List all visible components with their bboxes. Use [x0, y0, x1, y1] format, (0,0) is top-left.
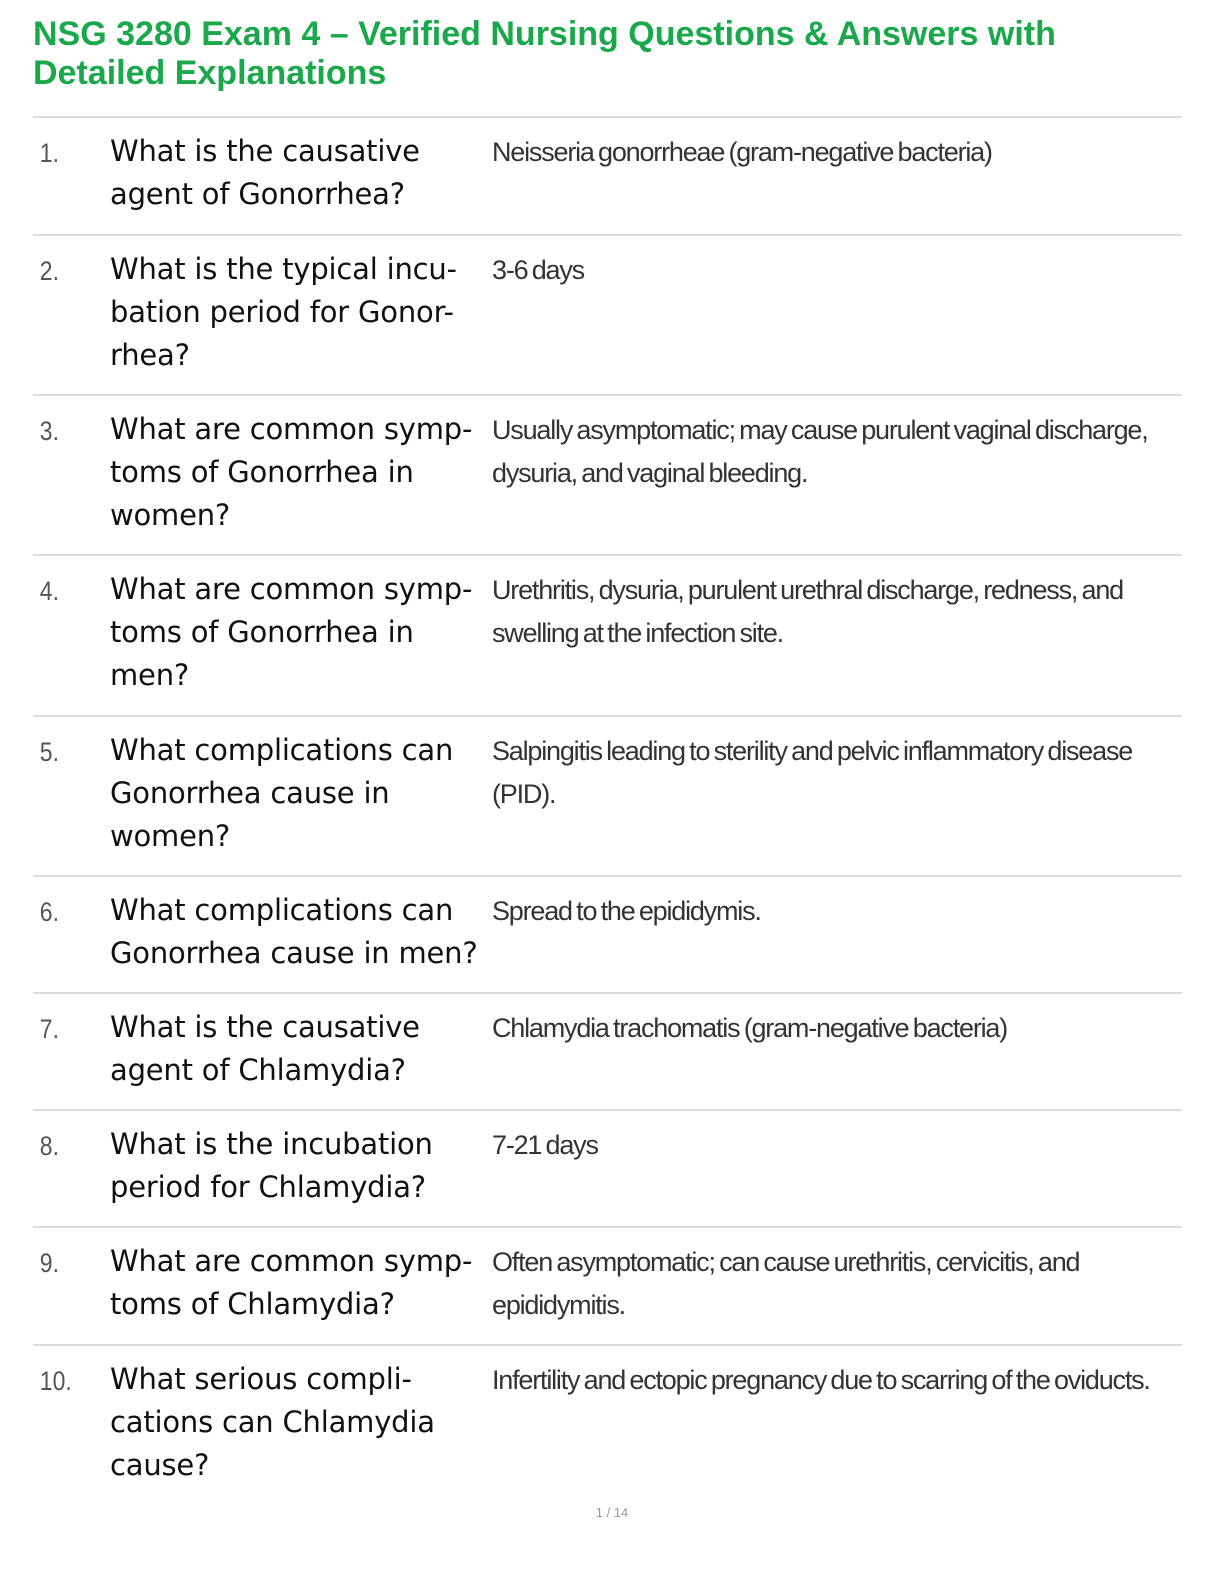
question-text: What is the causative agent of Gonorrhea?: [110, 134, 420, 211]
question-text: What serious compli- cations can Chlamydia cause?: [110, 1362, 435, 1482]
answer-text: Usually asymptomatic; may cause purulent vaginal discharge, dysuria, and vaginal bleeding.: [492, 415, 1148, 488]
question-number: 10.: [39, 1366, 72, 1396]
question-text: What is the typical incu- bation period for Gonor- rhea?: [110, 252, 457, 372]
qa-row: [33, 236, 1182, 396]
answer-text: Infertility and ectopic pregnancy due to scarring of the oviducts.: [492, 1365, 1150, 1395]
qa-list: [33, 116, 1182, 1506]
qa-row: [33, 556, 1182, 717]
question-text: What complications can Gonorrhea cause in women?: [110, 733, 454, 853]
qa-row: [33, 994, 1182, 1111]
question-text: What are common symp- toms of Chlamydia?: [110, 1244, 473, 1321]
answer-text: Neisseria gonorrheae (gram-negative bacteria): [492, 137, 992, 167]
question-text: What are common symp- toms of Gonorrhea in men?: [110, 572, 473, 692]
question-number: 8.: [39, 1131, 59, 1161]
page-number: 1 / 14: [595, 1505, 629, 1520]
answer-text: Often asymptomatic; can cause urethritis, cervicitis, and epididymitis.: [492, 1247, 1080, 1320]
answer-text: Urethritis, dysuria, purulent urethral discharge, redness, and swelling at the infection site.: [492, 575, 1123, 648]
qa-row: [33, 1111, 1182, 1228]
answer-text: Spread to the epididymis.: [492, 896, 761, 926]
answer-text: 7-21 days: [492, 1130, 598, 1160]
question-number: 2.: [39, 256, 59, 286]
document-title: NSG 3280 Exam 4 – Verified Nursing Questions & Answers with Detailed Explanations: [33, 15, 1056, 92]
qa-row: [33, 1346, 1182, 1506]
question-number: 5.: [39, 737, 59, 767]
question-number: 4.: [39, 576, 59, 606]
answer-text: Chlamydia trachomatis (gram-negative bacteria): [492, 1013, 1008, 1043]
question-number: 9.: [39, 1248, 59, 1278]
answer-text: Salpingitis leading to sterility and pelvic inflammatory disease (PID).: [492, 736, 1133, 809]
question-text: What is the incubation period for Chlamydia?: [110, 1127, 433, 1204]
qa-row: [33, 1228, 1182, 1346]
qa-row: [33, 877, 1182, 994]
question-text: What are common symp- toms of Gonorrhea in women?: [110, 412, 473, 532]
question-number: 1.: [39, 138, 59, 168]
question-number: 3.: [39, 416, 59, 446]
question-number: 6.: [39, 897, 59, 927]
qa-row: [33, 118, 1182, 236]
qa-row: [33, 717, 1182, 877]
question-text: What is the causative agent of Chlamydia?: [110, 1010, 420, 1087]
question-text: What complications can Gonorrhea cause in men?: [110, 893, 478, 970]
answer-text: 3-6 days: [492, 255, 584, 285]
question-number: 7.: [39, 1014, 59, 1044]
qa-row: [33, 396, 1182, 556]
